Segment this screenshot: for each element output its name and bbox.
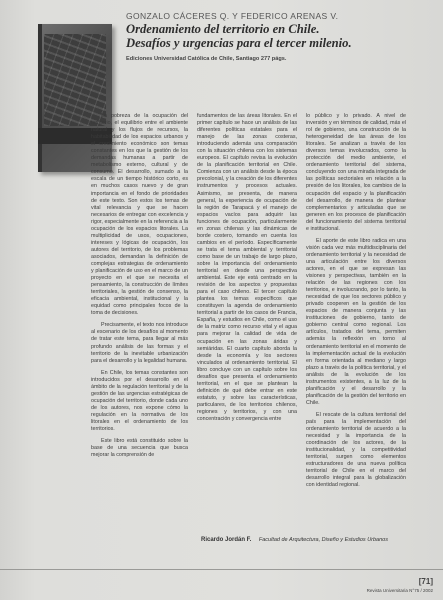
review-authors: GONZALO CÁCERES Q. Y FEDERICO ARENAS V. xyxy=(126,11,339,21)
paragraph: El aporte de este libro radica en una visión cada vez más multidisciplinaria del ordenamiento territorial y la necesidad de una articulación entre los diversos actores, en el que se expresan las visiones y perspectivas, también en la relación de las regiones con los territorios, e involucrando, por lo tanto, la necesidad de que los sectores público y privado cooperen en la gestión de los espacios de manera conjunta y las instituciones de gobierno, tanto de gobierno central como regional. Los artículos, tratados del tema, permiten además la reflexión en torno al ordenamiento territorial en el momento de la implementación actual de la evolución en forma orientada al mediano y largo plazo a través de la política territorial, y el análisis de la evolución de los instrumentos existentes, a la luz de la planificación y el desarrollo y la planificación de la gestión del territorio en Chile. xyxy=(306,237,406,406)
paragraph: fundamentos de las áreas litorales. En el primer capítulo se hace un análisis de las diferentes políticas estatales para el manejo de las zonas costeras, introduciendo además una comparación con la situación chilena con los sistemas europeos. El capítulo revisa la evolución de la planificación territorial en Chile. Comienza con un análisis desde la época precolonial, y la creación de los diferentes instrumentos y procesos actuales. Asimismo, se presenta, de manera general, la experiencia de ocupación de la región de Tarapacá y el manejo de espacios vacíos para adquirir las funciones de ocupación, particularmente en zonas chilenas y las dinámicas de borde costero, tomando en cuenta los cambios en el período. Específicamente se trata el tema ambiental y territorial como base de un trabajo de largo plazo, sobre la importancia del ordenamiento territorial en desde una perspectiva ambiental. Este eje está centrado en la revisión de los aspectos y propuestas para el caso chileno. El tercer capítulo plantea los temas específicos que constituyen la agenda de ordenamiento territorial a partir de los casos de Francia, España, y estudios en Chile, como el uso de la matriz como recurso vital y el agua para mejorar la calidad de vida de ocupación en las zonas áridas y semiáridas. El cuarto capítulo aborda la desde la economía y los sectores vinculados al ordenamiento territorial. El libro concluye con un capítulo sobre los desafíos que presenta el ordenamiento territorial, en el que se plantean la definición de qué debe entrar en este estatuto, y sobre las características, particulares, de los territorios chilenos, regiones y territorios, y con una concentración y convergencia entre xyxy=(197,113,297,423)
text-column-1 xyxy=(91,113,188,464)
title-line-2: Desafíos y urgencias para el tercer milenio. xyxy=(126,36,352,50)
paragraph: lo público y lo privado. A nivel de inversión y en términos de calidad, más el rol de gobierno, una construcción de la heterogeneidad de las áreas de los litorales. Se analizan a través de los diversos temas involucrados, como la protección del medio ambiente, el ordenamiento territorial del sistema, concluyendo con una mirada integrada de las políticas sectoriales en relación a la presión de los litorales, los cambios de la ocupación del espacio y la planificación del desarrollo, de manera de plantear complementarios y articuladas que se generen en los procesos de planificación del funcionamiento del sistema territorial e institucional. xyxy=(306,113,406,232)
reviewer-name: Ricardo Jordán F. xyxy=(201,537,252,543)
page-footer xyxy=(367,577,433,593)
paragraph: El rescate de la cultura territorial del país para la implementación del ordenamiento territorial de acuerdo a la necesidad y la importancia de la coordinación de los actores, de la institucionalidad, y la competitividad territorial, surgen como elementos estructuradores de una nueva política territorial de Chile en el marco del desarrollo integral para la globalización con identidad regional. xyxy=(306,411,406,489)
book-spine xyxy=(38,24,42,172)
paragraph: La pobreza de la ocupación del territorio, el equilibrio entre el ambiente natural y los flujos de recursos, la habitabilidad de los espacios urbanos y el crecimiento económico son temas constantes en los que la gestión de los demandas humanas a partir de metabolismo externo, cultural y de consumo. El desarrollo, sumado a la escala de un tiempo histórico corto, es en muchos casos nuevo y de gran importancia en el fondo de prioridades de este texto. Son estos los temas de vital relevancia y que se hacen necesarios de entregar con excelencia y rigor, especialmente en la referencia a la ocupación de los espacios litorales. La multiplicidad de usos, ocupaciones, intereses y lógicas de ocupación, los autores del territorio, de los problemas asociados, demandan la definición de complejas estrategias de ordenamiento y planificación de uso en el marco de un proyecto en el que se necesita el pensamiento, la construcción de límites territoriales, la gestión de consenso, la eficacia ambiental, institucional y la equidad como principales focos de la toma de decisiones. xyxy=(91,113,188,317)
text-column-3 xyxy=(306,113,406,494)
footer-divider xyxy=(0,569,443,570)
journal-reference: Revista Universitaria N°75 / 2002 xyxy=(366,588,433,593)
paragraph: Precisamente, el texto nos introduce al escenario de los desafíos al momento de tratar este tema, para llegar al más profundo análisis de las formas y el territorio de la inevitable urbanización para el desarrollo y la legalidad humana. xyxy=(91,322,188,364)
reviewer-signature xyxy=(201,537,431,543)
title-line-1: Ordenamiento del territorio en Chile. xyxy=(126,22,320,36)
paragraph: Este libro está constituido sobre la base de una secuencia que busca mejorar la comprensión de xyxy=(91,438,188,459)
text-column-2 xyxy=(197,113,297,428)
review-title xyxy=(126,22,431,50)
reviewer-affiliation: Facultad de Arquitectura, Diseño y Estudios Urbanos xyxy=(258,537,388,543)
paragraph: En Chile, los temas constantes son introducidos por el desarrollo en el ámbito de la regulación territorial y de la gestión de las urgencias estratégicas de ocupación del territorio, donde cada uno de los autores, nos expone cómo la regulación en la normativa de los litorales en el ordenamiento de los territorios. xyxy=(91,369,188,433)
publisher-info: Ediciones Universidad Católica de Chile, Santiago 277 págs. xyxy=(126,56,287,62)
page-number: [71] xyxy=(418,577,433,586)
